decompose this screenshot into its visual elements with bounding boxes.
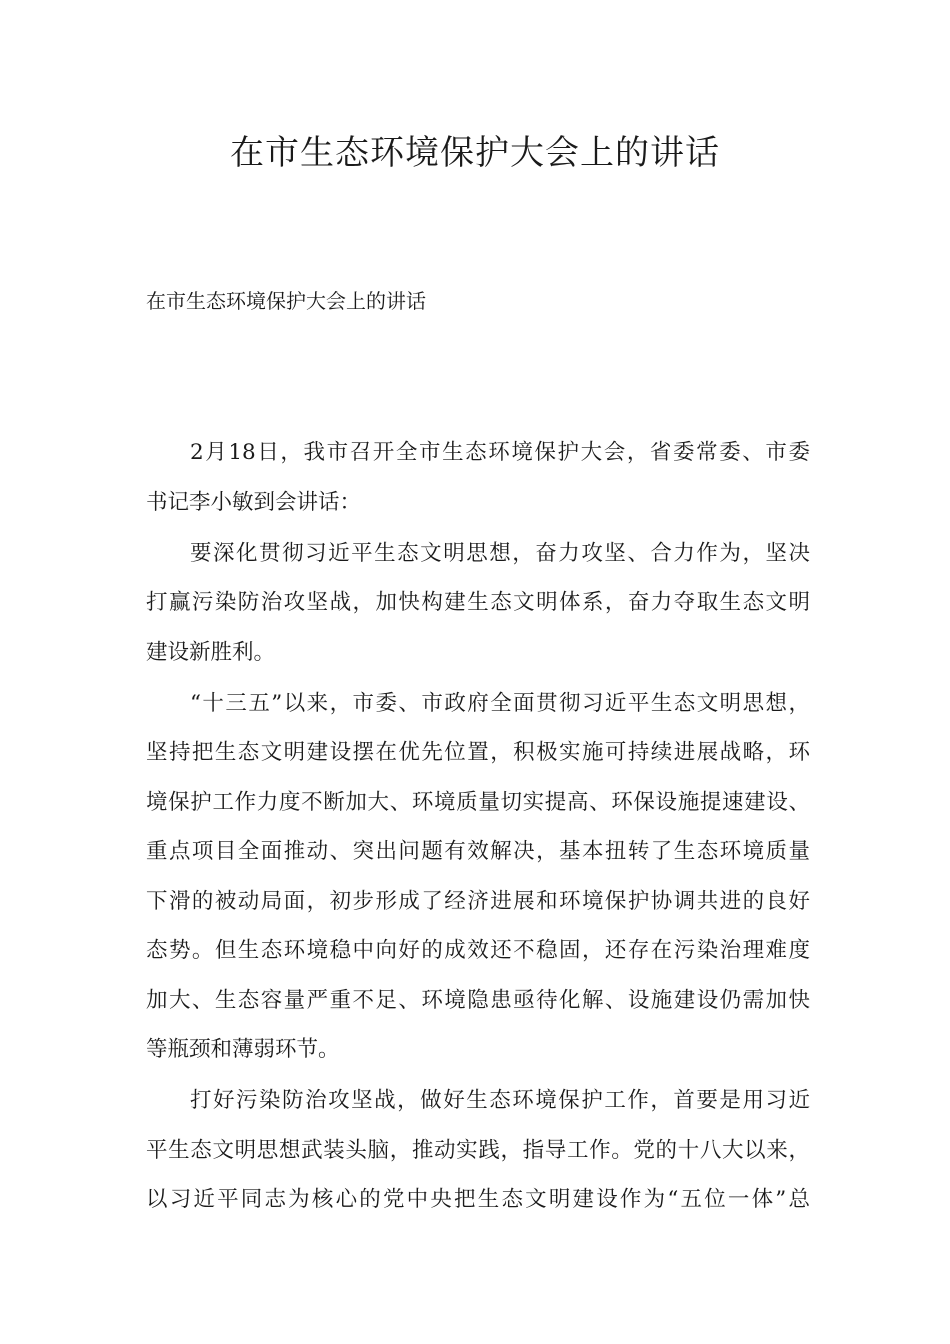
paragraph (146, 428, 810, 527)
document-title: 在市生态环境保护大会上的讲话 (230, 133, 720, 173)
paragraph-line: 等瓶颈和薄弱环节。 (146, 1037, 340, 1062)
paragraph-line: 建设新胜利。 (146, 639, 276, 665)
paragraph-line: 态势。但生态环境稳中向好的成效还不稳固，还存在污染治理难度 (146, 938, 810, 963)
paragraph-line: 书记李小敏到会讲话： (146, 489, 362, 515)
paragraph-line: 以习近平同志为核心的党中央把生态文明建设作为“五位一体”总 (146, 1187, 810, 1212)
paragraph-line: 平生态文明思想武装头脑，推动实践，指导工作。党的十八大以来， (146, 1137, 810, 1163)
paragraph (146, 1076, 810, 1225)
paragraph (146, 679, 810, 1075)
paragraph-line: 境保护工作力度不断加大、环境质量切实提高、环保设施提速建设、 (146, 789, 810, 815)
paragraph-line: 加大、生态容量严重不足、环境隐患亟待化解、设施建设仍需加快 (146, 987, 810, 1013)
paragraph-line: “十三五”以来，市委、市政府全面贯彻习近平生态文明思想， (190, 690, 810, 716)
paragraph (146, 529, 810, 678)
paragraph-line: 打好污染防治攻坚战，做好生态环境保护工作，首要是用习近 (190, 1088, 810, 1113)
paragraph-line: 要深化贯彻习近平生态文明思想，奋力攻坚、合力作为，坚决 (190, 540, 810, 566)
paragraph-line: 打赢污染防治攻坚战，加快构建生态文明体系，奋力夺取生态文明 (146, 590, 810, 615)
document-subtitle: 在市生态环境保护大会上的讲话 (146, 289, 426, 313)
paragraph-line: 坚持把生态文明建设摆在优先位置，积极实施可持续进展战略，环 (146, 740, 810, 765)
paragraph-line: 重点项目全面推动、突出问题有效解决，基本扭转了生态环境质量 (146, 839, 810, 864)
paragraph-line: 下滑的被动局面，初步形成了经济进展和环境保护协调共进的良好 (146, 888, 810, 914)
paragraph-line: 2月18日，我市召开全市生态环境保护大会，省委常委、市委 (190, 440, 810, 465)
document-body (146, 428, 810, 1225)
